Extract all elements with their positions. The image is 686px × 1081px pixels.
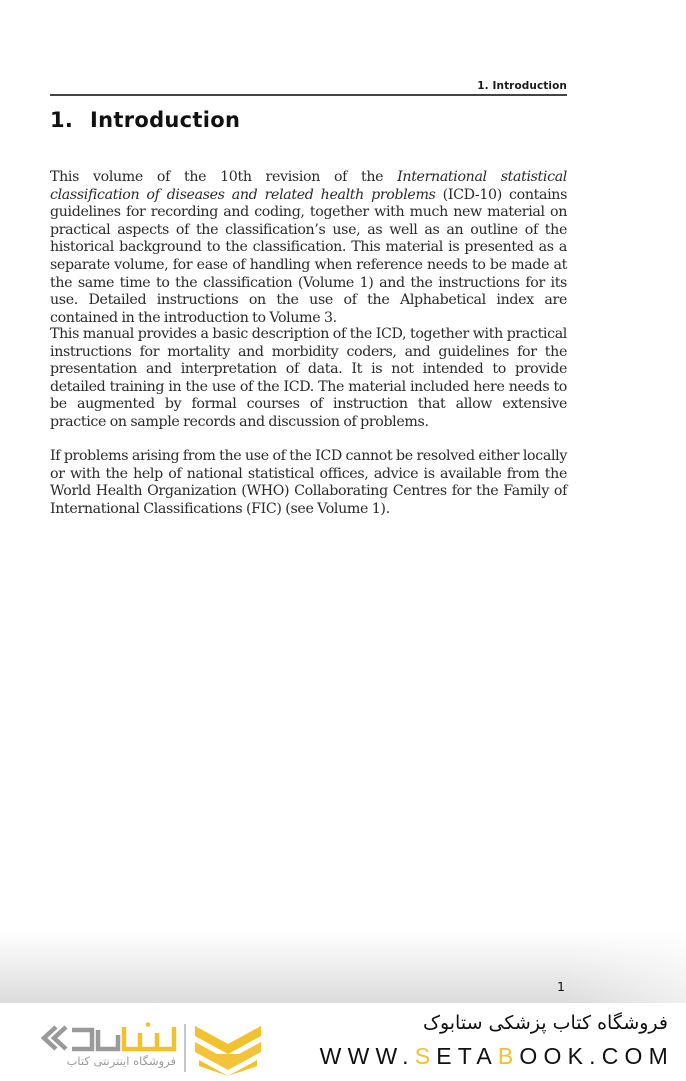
url-part-highlight: B (497, 1043, 520, 1069)
paragraph-1-text-b: (ICD-10) contains guidelines for recording and coding, together with much new material on practical aspects of the classification’s use, as well as an outline of the historical background to the classification. This material is presented as a separate volume, for ease of handling when reference needs to be made at the same time to the classification (Volume 1) and the instructions for its use. Detailed instructions on the use of the Alphabetical index are contained in the introduction to Volume 3. (50, 186, 567, 326)
logo-divider (184, 1024, 186, 1072)
paragraph-3: If problems arising from the use of the ICD cannot be resolved either locally or with the help of national statistical offices, advice is available from the World Health Organization (WHO) Collaborating Centres for the Family of International Classifications (FIC) (see Volume 1). (50, 448, 567, 517)
shop-name-persian: فروشگاه کتاب پزشکی ستابوک (422, 1012, 668, 1034)
chapter-title-text: Introduction (90, 108, 241, 132)
paragraph-2: This manual provides a basic description of the ICD, together with practical instructions for mortality and morbidity coders, and guidelines for the presentation and interpretation of data. It is not intended to provide detailed training in the use of the ICD. The material included here needs to be augmented by formal courses of instruction that allow extensive practice on sample records and discussion of problems. (50, 326, 567, 430)
paragraph-1-italic-title: International statistical classification of diseases and related health problems (50, 169, 567, 203)
url-part: ETA (436, 1043, 498, 1069)
running-head: 1. Introduction (477, 80, 567, 92)
logo-tagline: فروشگاه اینترنتی کتاب (66, 1054, 176, 1068)
url-part: WWW. (319, 1043, 415, 1069)
chapter-title (50, 108, 240, 132)
page-bottom-shadow (0, 930, 686, 1003)
paragraph-1 (50, 169, 567, 327)
shop-url[interactable] (320, 1043, 674, 1070)
url-part: OOK.COM (519, 1043, 674, 1069)
paragraph-1-text-a: This volume of the 10th revision of the (50, 169, 398, 185)
setabook-chevron-logo-icon (193, 1024, 263, 1076)
page-number: 1 (557, 979, 565, 994)
header-rule (50, 94, 567, 96)
setabook-wordmark-icon (34, 1021, 184, 1055)
url-part-highlight: S (414, 1043, 437, 1069)
chapter-number: 1. (50, 108, 74, 132)
